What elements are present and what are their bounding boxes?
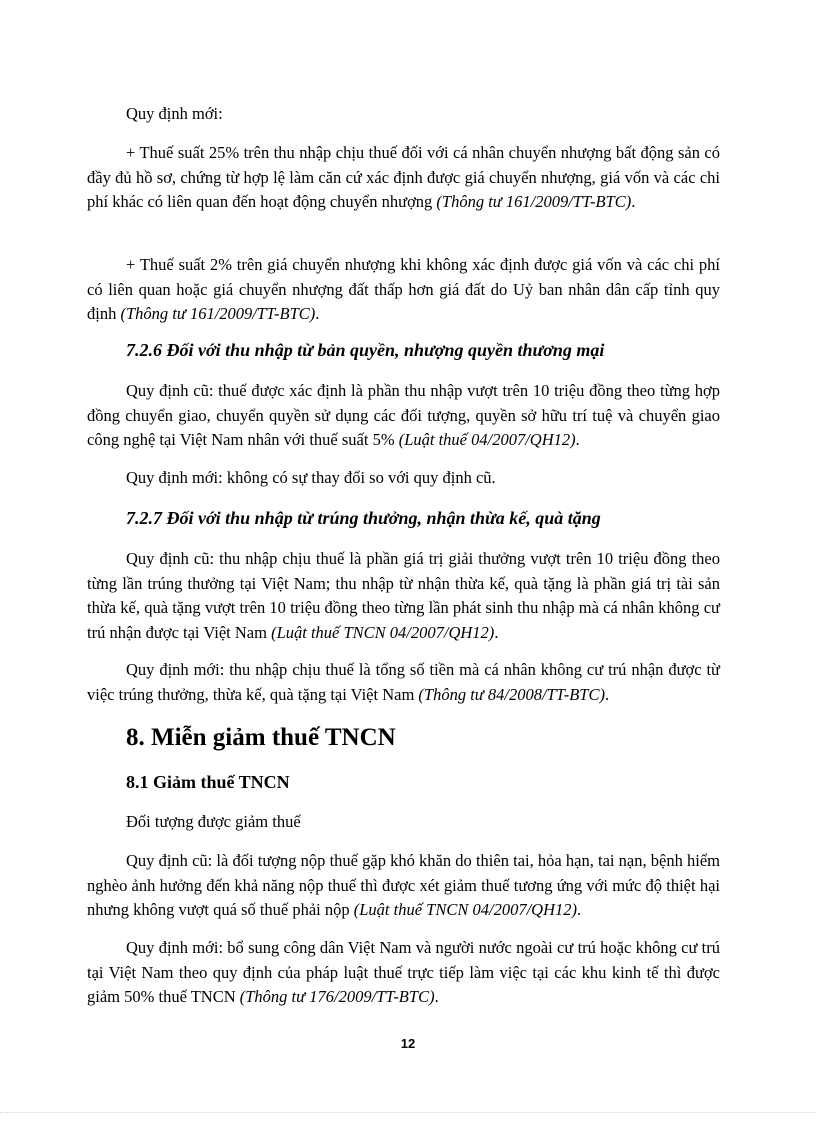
legal-reference: (Thông tư 176/2009/TT-BTC) bbox=[239, 987, 435, 1006]
paragraph-prize-old-rule: Quy định cũ: thu nhập chịu thuế là phần giá trị giải thưởng vượt trên 10 triệu đồng theo từng lần trúng thưởng tại Việt Nam; thu nhập từ nhận thừa kế, quà tặng là phần giá trị tài sản thừa kế, quà tặng vượt trên 10 triệu đồng theo từng lần phát sinh thu nhập mà cá nhân không cư trú nhận được tại Việt Nam (Luật thuế TNCN 04/2007/QH12). bbox=[87, 549, 720, 642]
paragraph-reduction-old-rule: Quy định cũ: là đối tượng nộp thuế gặp khó khăn do thiên tai, hỏa hạn, tai nạn, bệnh hiểm nghèo ảnh hưởng đến khả năng nộp thuế thì được xét giảm thuế tương ứng với mức độ thiệt hại nhưng không vượt quá số thuế phải nộp (Luật thuế TNCN 04/2007/QH12). bbox=[87, 851, 720, 919]
heading-8-1-tax-reduction: 8.1 Giảm thuế TNCN bbox=[126, 772, 290, 792]
paragraph-copyright-old-rule: Quy định cũ: thuế được xác định là phần thu nhập vượt trên 10 triệu đồng theo từng hợp đồng chuyển giao, chuyển quyền sử dụng các đối tượng, quyền sở hữu trí tuệ và chuyển giao công nghệ tại Việt Nam nhân với thuế suất 5% (Luật thuế 04/2007/QH12). bbox=[87, 381, 720, 449]
paragraph-prize-new-rule: Quy định mới: thu nhập chịu thuế là tổng số tiền mà cá nhân không cư trú nhận được từ việc trúng thưởng, thừa kế, quà tặng tại Việt Nam (Thông tư 84/2008/TT-BTC). bbox=[87, 660, 720, 704]
heading-8-tax-exemption: 8. Miễn giảm thuế TNCN bbox=[126, 724, 396, 751]
paragraph-tax-rate-2: + Thuế suất 2% trên giá chuyển nhượng khi không xác định được giá vốn và các chi phí có liên quan hoặc giá chuyển nhượng đất thấp hơn giá đất do Uỷ ban nhân dân cấp tỉnh quy định (Thông tư 161/2009/TT-BTC). bbox=[87, 255, 720, 323]
paragraph-new-rule-label: Quy định mới: bbox=[126, 104, 223, 123]
paragraph-eligible-subjects: Đối tượng được giảm thuế bbox=[126, 812, 301, 831]
paragraph-copyright-new-rule: Quy định mới: không có sự thay đổi so với quy định cũ. bbox=[126, 468, 496, 487]
page-number: 12 bbox=[400, 1036, 416, 1051]
legal-reference: (Luật thuế TNCN 04/2007/QH12) bbox=[353, 900, 577, 919]
heading-7-2-6: 7.2.6 Đối với thu nhập từ bản quyền, nhượng quyền thương mại bbox=[126, 340, 605, 360]
legal-reference: (Luật thuế TNCN 04/2007/QH12) bbox=[271, 622, 495, 642]
paragraph-tax-rate-25: + Thuế suất 25% trên thu nhập chịu thuế đối với cá nhân chuyển nhượng bất động sản có đầy đủ hồ sơ, chứng từ hợp lệ làm căn cứ xác định được giá chuyển nhượng, giá vốn và các chi phí khác có liên quan đến hoạt động chuyển nhượng (Thông tư 161/2009/TT-BTC). bbox=[87, 143, 720, 211]
page-bottom-divider bbox=[0, 1112, 816, 1113]
legal-reference: (Thông tư 161/2009/TT-BTC) bbox=[120, 304, 316, 323]
paragraph-reduction-new-rule: Quy định mới: bổ sung công dân Việt Nam và người nước ngoài cư trú hoặc không cư trú tại Việt Nam theo quy định của pháp luật thuế trực tiếp làm việc tại các khu kinh tế thì được giảm 50% thuế TNCN (Thông tư 176/2009/TT-BTC). bbox=[87, 938, 720, 1006]
legal-reference: (Thông tư 84/2008/TT-BTC) bbox=[418, 684, 605, 704]
heading-7-2-7: 7.2.7 Đối với thu nhập từ trúng thưởng, nhận thừa kế, quà tặng bbox=[126, 508, 601, 528]
legal-reference: (Luật thuế 04/2007/QH12) bbox=[398, 430, 576, 449]
legal-reference: (Thông tư 161/2009/TT-BTC) bbox=[436, 192, 632, 211]
